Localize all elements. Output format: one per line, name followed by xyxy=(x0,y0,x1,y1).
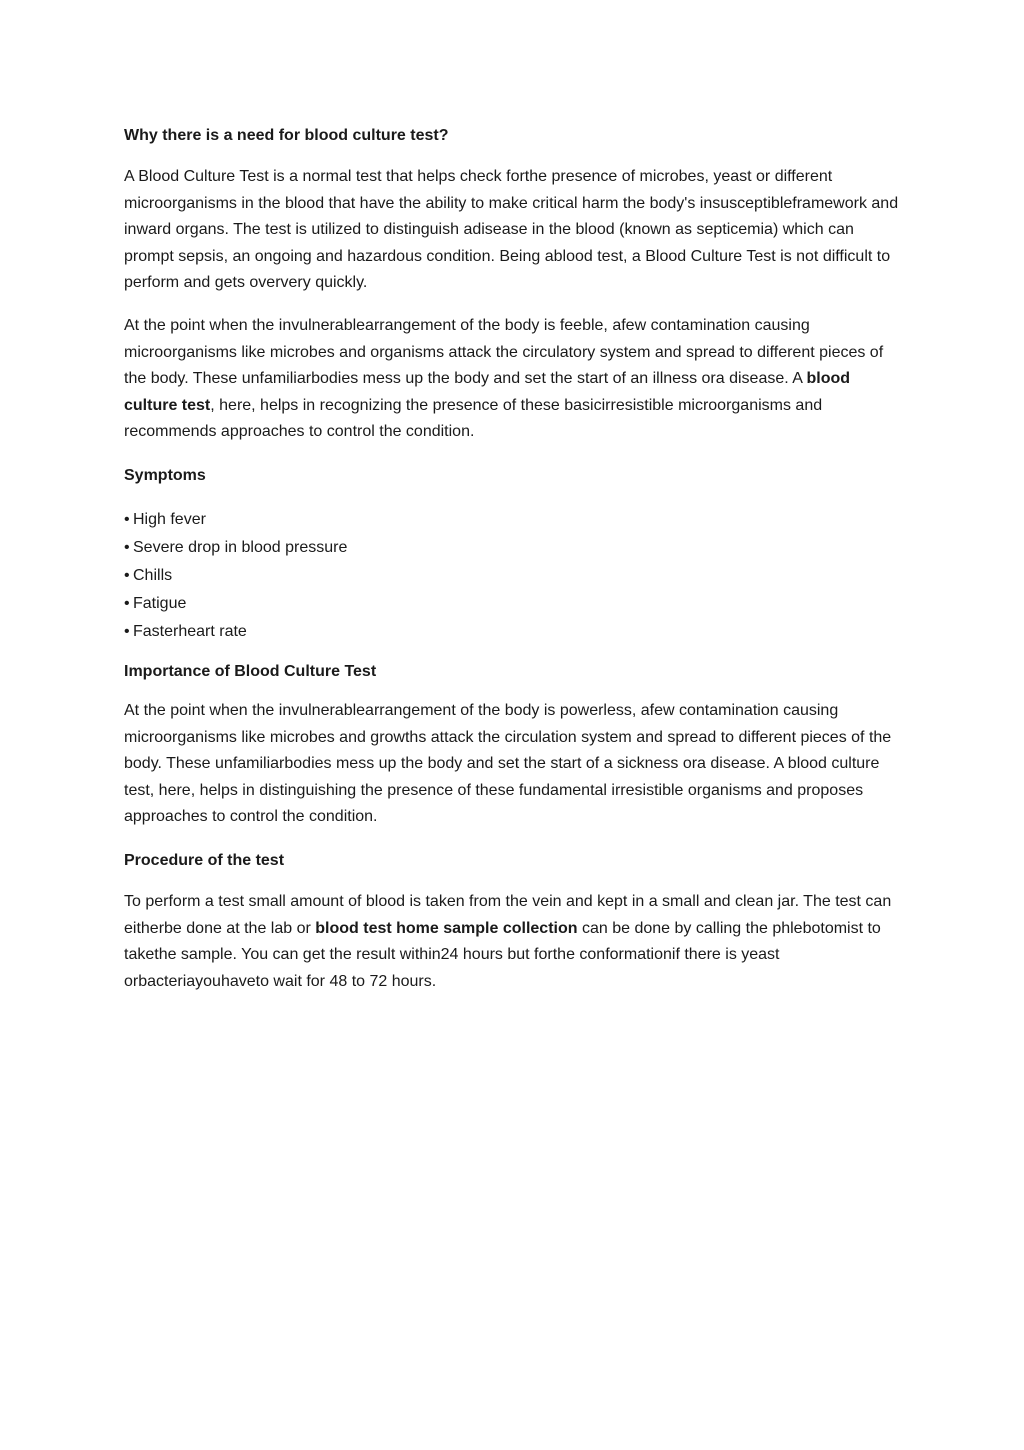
heading-importance: Importance of Blood Culture Test xyxy=(124,662,377,680)
paragraph-immune-part1: At the point when the invulnerablearrangement of the body is feeble, afew contamination causing microorganisms like microbes and organisms attack the circulatory system and spread to different pieces of the body. These unfamiliarbodies mess up the body and set the start of an illness ora disease. A xyxy=(124,316,884,388)
bold-blood-culture-test: blood culture test xyxy=(124,370,851,414)
list-item xyxy=(124,562,899,590)
bullet-icon: • xyxy=(124,594,130,612)
symptom-label: Fasterheart rate xyxy=(133,622,247,640)
list-item xyxy=(124,506,899,534)
symptom-label: Fatigue xyxy=(133,594,187,612)
list-item xyxy=(124,618,899,646)
symptoms-list xyxy=(124,506,899,646)
paragraph-immune-system xyxy=(124,313,899,446)
symptom-label: High fever xyxy=(133,510,206,528)
list-item xyxy=(124,590,899,618)
paragraph-procedure-part1: To perform a test small amount of blood is taken from the vein and kept in a small and clean jar. The test can eitherbe done at the lab or xyxy=(124,892,892,937)
heading-why-blood-culture: Why there is a need for blood culture test? xyxy=(124,127,449,144)
paragraph-immune-part2: , here, helps in recognizing the presence of these basicirresistible microorganisms and recommends approaches to control the condition. xyxy=(124,396,823,441)
bullet-icon: • xyxy=(124,622,130,640)
paragraph-importance: At the point when the invulnerablearrangement of the body is powerless, afew contamination causing microorganisms like microbes and growths attack the circulation system and spread to different pieces of the body. These unfamiliarbodies mess up the body and set the start of a sickness ora disease. A blood culture test, here, helps in distinguishing the presence of these fundamental irresistible organisms and proposes approaches to control the condition. xyxy=(124,701,892,826)
heading-procedure: Procedure of the test xyxy=(124,851,285,869)
paragraph-procedure xyxy=(124,889,899,995)
symptom-label: Severe drop in blood pressure xyxy=(133,538,348,556)
heading-symptoms: Symptoms xyxy=(124,466,206,484)
bullet-icon: • xyxy=(124,538,130,556)
bullet-icon: • xyxy=(124,566,130,584)
bold-home-sample-collection: blood test home sample collection xyxy=(315,919,578,937)
paragraph-intro: A Blood Culture Test is a normal test that helps check forthe presence of microbes, yeast or different microorganisms in the blood that have the ability to make critical harm the body's insusceptibleframework and inward organs. The test is utilized to distinguish adisease in the blood (known as septicemia) which can prompt sepsis, an ongoing and hazardous condition. Being ablood test, a Blood Culture Test is not difficult to perform and gets oververy quickly. xyxy=(124,168,899,292)
bullet-icon: • xyxy=(124,510,130,528)
document-page xyxy=(124,124,899,995)
symptom-label: Chills xyxy=(133,566,173,584)
paragraph-procedure-part2: can be done by calling the phlebotomist to takethe sample. You can get the result within24 hours but forthe conformationif there is yeast orbacteriayouhaveto wait for 48 to 72 hours. xyxy=(124,919,881,990)
list-item xyxy=(124,534,899,562)
